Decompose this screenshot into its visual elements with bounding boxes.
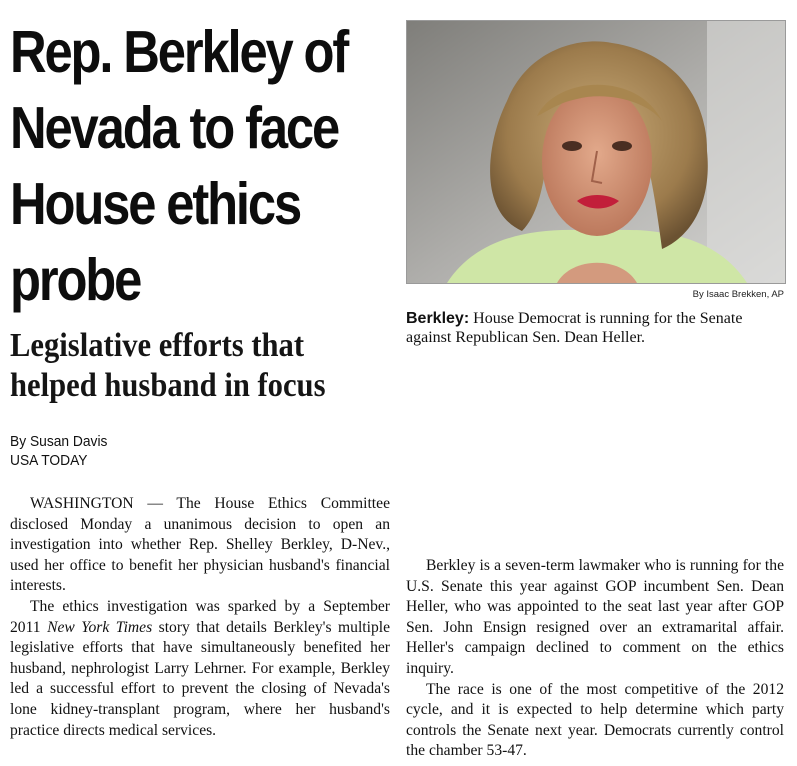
body-paragraph: WASHINGTON — The House Ethics Committee disclosed Monday a unanimous decision to open an investigation into whether Rep. Shelley Berkley, D-Nev., used her office to benefit her physician husband's financial interests. bbox=[10, 495, 390, 595]
caption-lead: Berkley: bbox=[406, 310, 470, 327]
byline-author: By Susan Davis bbox=[10, 433, 108, 450]
body-paragraph: The race is one of the most competitive of the 2012 cycle, and it is expected to help determine which party controls the Senate next year. Democrats currently control the chamber 53-47. bbox=[406, 680, 784, 760]
body-column-1 bbox=[10, 494, 390, 741]
portrait-illustration bbox=[407, 21, 785, 283]
body-column-2 bbox=[406, 556, 784, 762]
caption-text: House Democrat is running for the Senate against Republican Sen. Dean Heller. bbox=[406, 310, 743, 346]
byline-outlet: USA TODAY bbox=[10, 452, 88, 469]
byline bbox=[10, 432, 107, 470]
body-paragraph: Berkley is a seven-term lawmaker who is running for the U.S. Senate this year against GOP incumbent Sen. Dean Heller, who was appointed to the seat last year after GOP Sen. John Ensign resigned over an extramarital affair. Heller's campaign declined to comment on the ethics inquiry. bbox=[406, 557, 784, 677]
deck-subheadline: Legislative efforts that helped husband in focus bbox=[10, 327, 326, 404]
portrait-photo bbox=[406, 20, 786, 284]
body-paragraph: The ethics investigation was sparked by a September 2011 New York Times story that details Berkley's multiple legislative efforts that have simultaneously benefited her husband, nephrologist Larry Lehrner. For example, Berkley led a successful effort to prevent the closing of Nevada's lone kidney-transplant program, where her husband's practice directs medical services. bbox=[10, 597, 390, 739]
photo-caption bbox=[406, 309, 788, 347]
publication-title: New York Times bbox=[47, 618, 153, 636]
photo-credit: By Isaac Brekken, AP bbox=[692, 289, 784, 300]
headline: Rep. Berkley of Nevada to face House ethics probe bbox=[10, 19, 348, 313]
